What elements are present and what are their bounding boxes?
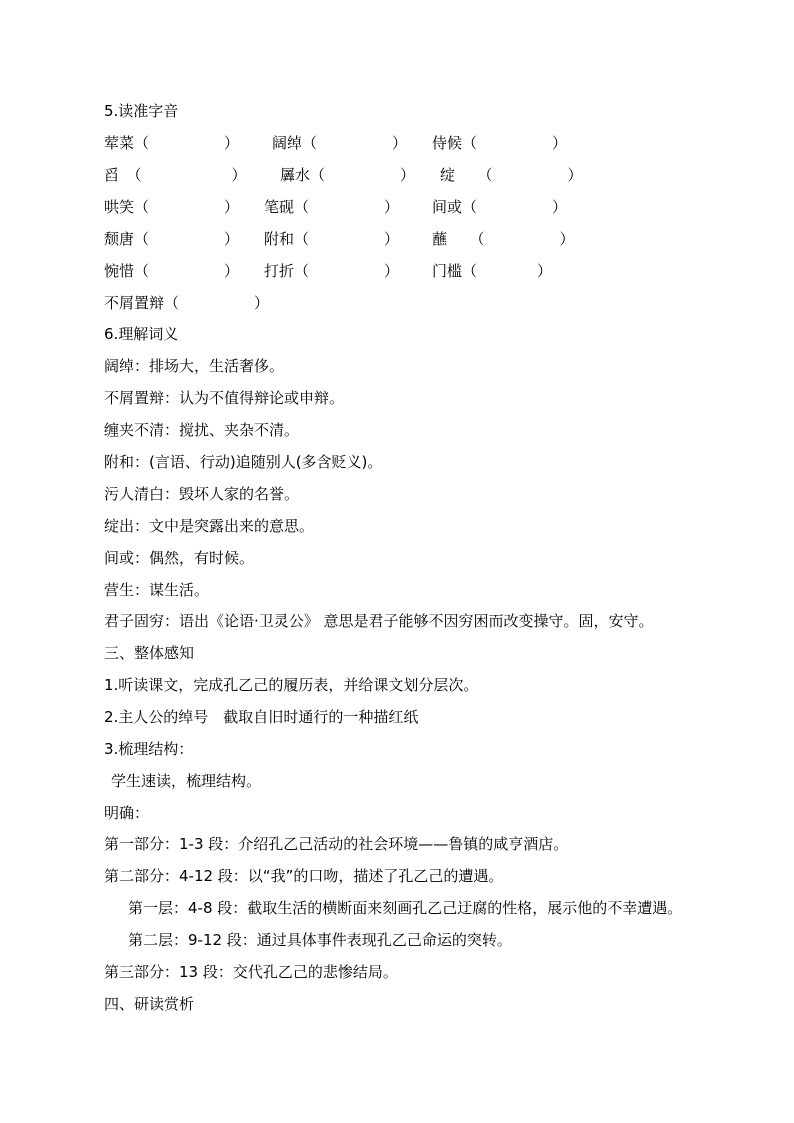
structure-layer: 第二层：9-12 段：通过具体事件表现孔乙己命运的突转。 [128,931,512,949]
pinyin-cell: 惋惜（ ） [104,262,240,280]
clarify-label: 明确： [104,804,150,822]
pinyin-cell: 笔砚（ ） [264,198,400,216]
section5-heading: 5.读准字音 [104,102,179,120]
pinyin-cell: 侍候（ ） [432,134,568,152]
definition-item: 附和：(言语、行动)追随别人(多含贬义)。 [104,453,383,471]
pinyin-cell: 舀 （ ） [104,166,247,184]
student-task: 学生速读，梳理结构。 [111,772,262,790]
pinyin-cell: 阔绰（ ） [272,134,408,152]
definition-item: 不屑置辩：认为不值得辩论或申辩。 [104,389,345,407]
structure-part: 第一部分：1-3 段：介绍孔乙己活动的社会环境——鲁镇的咸亨酒店。 [104,835,569,853]
section3-item: 2.主人公的绰号 截取自旧时通行的一种描红纸 [104,708,419,726]
pinyin-cell: 打折（ ） [264,262,400,280]
definition-item: 污人清白：毁坏人家的名誉。 [104,485,300,503]
pinyin-cell: 附和（ ） [264,230,400,248]
definition-item: 营生：谋生活。 [104,581,210,599]
definition-item: 绽出：文中是突露出来的意思。 [104,517,315,535]
definition-item: 阔绰：排场大，生活奢侈。 [104,357,285,375]
definition-item: 君子固穷：语出《论语·卫灵公》 意思是君子能够不因穷困而改变操守。固，安守。 [104,612,654,630]
pinyin-cell: 蘸 （ ） [432,230,575,248]
section3-item: 3.梳理结构： [104,740,194,758]
structure-layer: 第一层：4-8 段：截取生活的横断面来刻画孔乙己迂腐的性格，展示他的不幸遭遇。 [128,899,683,917]
pinyin-cell: 间或（ ） [432,198,568,216]
pinyin-cell: 绽 （ ） [440,166,583,184]
section4-heading: 四、研读赏析 [104,995,195,1013]
pinyin-cell: 荤菜（ ） [104,134,240,152]
section3-heading: 三、整体感知 [104,644,195,662]
definition-item: 间或：偶然，有时候。 [104,549,255,567]
pinyin-cell-last: 不屑置辩（ ） [104,294,270,312]
pinyin-cell: 羼水（ ） [280,166,416,184]
section3-item: 1.听读课文，完成孔乙己的履历表，并给课文划分层次。 [104,676,479,694]
pinyin-cell: 颓唐（ ） [104,230,240,248]
structure-part: 第三部分：13 段：交代孔乙己的悲惨结局。 [104,963,398,981]
definition-item: 缠夹不清：搅扰、夹杂不清。 [104,421,300,439]
section6-heading: 6.理解词义 [104,325,179,343]
structure-part: 第二部分：4-12 段：以“我”的口吻，描述了孔乙己的遭遇。 [104,867,504,885]
pinyin-cell: 门槛（ ） [432,262,553,280]
pinyin-cell: 哄笑（ ） [104,198,240,216]
